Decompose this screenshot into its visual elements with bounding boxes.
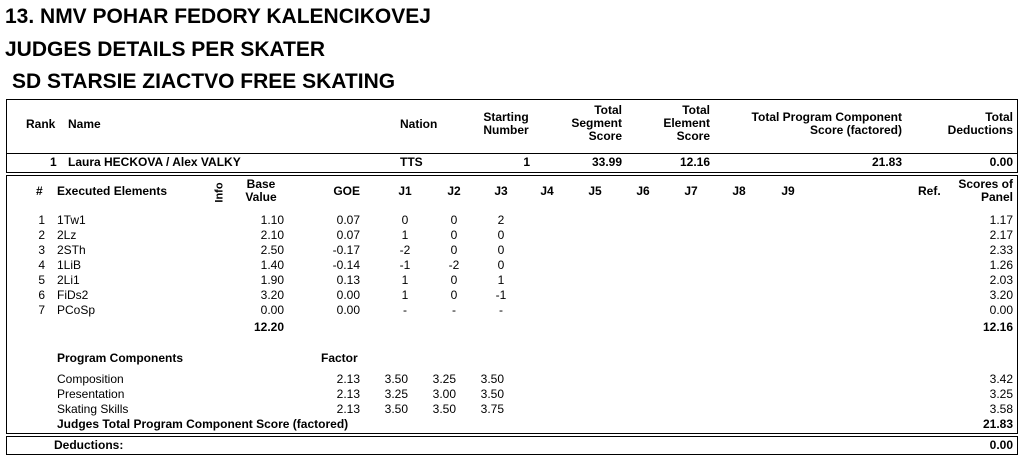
element-panel-score: 2.03 xyxy=(989,273,1013,287)
element-name: 1LiB xyxy=(57,258,82,272)
element-panel-score: 1.26 xyxy=(989,258,1013,272)
base-value-total: 12.20 xyxy=(253,320,284,334)
pc-total-label: Judges Total Program Component Score (factored) xyxy=(57,417,349,431)
element-number: 5 xyxy=(38,273,45,287)
element-name: FiDs2 xyxy=(57,288,89,302)
goe-header: GOE xyxy=(333,184,360,198)
skater-tes: 12.16 xyxy=(679,155,710,169)
component-judge-score: 3.25 xyxy=(432,372,456,386)
element-panel-score: 3.20 xyxy=(989,288,1013,302)
pc-total-score: 21.83 xyxy=(982,417,1013,431)
pcs-header: Total Program Component Score (factored) xyxy=(751,110,902,137)
element-goe: 0.00 xyxy=(336,303,360,317)
element-base-value: 1.90 xyxy=(260,273,284,287)
element-name: PCoSp xyxy=(57,303,96,317)
judge-9-header: J9 xyxy=(781,184,795,198)
component-factor: 2.13 xyxy=(336,372,360,386)
component-factor: 2.13 xyxy=(336,387,360,401)
element-panel-score: 2.33 xyxy=(989,243,1013,257)
info-header: Info xyxy=(213,182,226,203)
element-number: 6 xyxy=(38,288,45,302)
component-judge-score: 3.50 xyxy=(480,387,504,401)
element-judge-score: 0 xyxy=(450,273,458,287)
judge-1-header: J1 xyxy=(398,184,412,198)
element-judge-score: 0 xyxy=(450,213,458,227)
component-score: 3.58 xyxy=(989,402,1013,416)
judge-7-header: J7 xyxy=(684,184,698,198)
element-name: 2Lz xyxy=(57,228,77,242)
judge-3-header: J3 xyxy=(494,184,508,198)
element-base-value: 3.20 xyxy=(260,288,284,302)
skater-deductions: 0.00 xyxy=(989,155,1013,169)
component-score: 3.42 xyxy=(989,372,1013,386)
element-judge-score: 0 xyxy=(401,213,409,227)
skater-tss: 33.99 xyxy=(591,155,622,169)
judge-6-header: J6 xyxy=(636,184,650,198)
element-number: 7 xyxy=(38,303,45,317)
competition-title: 13. NMV POHAR FEDORY KALENCIKOVEJ xyxy=(5,5,431,28)
element-judge-score: 0 xyxy=(450,288,458,302)
element-goe: -0.14 xyxy=(332,258,360,272)
element-number-header: # xyxy=(36,184,43,198)
nation-header: Nation xyxy=(400,117,438,131)
element-judge-score: 1 xyxy=(401,288,409,302)
skater-nation: TTS xyxy=(400,155,423,169)
component-name: Skating Skills xyxy=(57,402,129,416)
component-judge-score: 3.50 xyxy=(384,402,408,416)
summary-divider xyxy=(6,153,1018,154)
element-goe: 0.00 xyxy=(336,288,360,302)
element-goe: 0.07 xyxy=(336,228,360,242)
element-name: 1Tw1 xyxy=(57,213,86,227)
name-header: Name xyxy=(68,117,101,131)
executed-elements-header: Executed Elements xyxy=(57,184,168,198)
element-judge-score: 1 xyxy=(401,228,409,242)
scores-of-panel-header: Scores of Panel xyxy=(958,177,1013,204)
element-judge-score: 0 xyxy=(497,243,505,257)
element-judge-score: -1 xyxy=(495,288,507,302)
component-judge-score: 3.00 xyxy=(432,387,456,401)
skater-starting-number: 1 xyxy=(523,155,530,169)
segment-title: SD STARSIE ZIACTVO FREE SKATING xyxy=(12,70,396,93)
element-panel-score: 1.17 xyxy=(989,213,1013,227)
tes-header: Total Element Score xyxy=(663,103,710,143)
component-score: 3.25 xyxy=(989,387,1013,401)
ref-header: Ref. xyxy=(918,184,941,198)
element-judge-score: 0 xyxy=(450,243,458,257)
element-base-value: 2.50 xyxy=(260,243,284,257)
skater-name: Laura HECKOVA / Alex VALKY xyxy=(68,155,241,169)
program-components-header: Program Components xyxy=(57,351,184,365)
element-number: 2 xyxy=(38,228,45,242)
element-number: 3 xyxy=(38,243,45,257)
element-goe: 0.07 xyxy=(336,213,360,227)
element-judge-score: - xyxy=(403,303,407,317)
report-title: JUDGES DETAILS PER SKATER xyxy=(5,38,326,61)
factor-header: Factor xyxy=(321,351,358,365)
element-base-value: 0.00 xyxy=(260,303,284,317)
component-judge-score: 3.75 xyxy=(480,402,504,416)
element-judge-score: 0 xyxy=(497,258,505,272)
deductions-header: Total Deductions xyxy=(947,110,1013,137)
element-base-value: 2.10 xyxy=(260,228,284,242)
element-judge-score: 0 xyxy=(450,228,458,242)
element-name: 2STh xyxy=(57,243,86,257)
component-judge-score: 3.50 xyxy=(480,372,504,386)
element-judge-score: -2 xyxy=(448,258,460,272)
element-judge-score: - xyxy=(452,303,456,317)
judge-2-header: J2 xyxy=(447,184,461,198)
element-number: 1 xyxy=(38,213,45,227)
deductions-label: Deductions: xyxy=(54,438,124,452)
component-name: Presentation xyxy=(57,387,125,401)
judge-5-header: J5 xyxy=(588,184,602,198)
element-goe: -0.17 xyxy=(332,243,360,257)
rank-header: Rank xyxy=(26,117,56,131)
element-judge-score: 2 xyxy=(497,213,505,227)
element-judge-score: - xyxy=(499,303,503,317)
element-judge-score: -2 xyxy=(399,243,411,257)
skater-pcs: 21.83 xyxy=(871,155,902,169)
element-judge-score: 1 xyxy=(401,273,409,287)
deductions-box xyxy=(6,436,1018,455)
element-base-value: 1.10 xyxy=(260,213,284,227)
component-factor: 2.13 xyxy=(336,402,360,416)
tss-header: Total Segment Score xyxy=(571,103,622,143)
judge-4-header: J4 xyxy=(540,184,554,198)
component-name: Composition xyxy=(57,372,124,386)
element-judge-score: -1 xyxy=(399,258,411,272)
element-panel-score: 2.17 xyxy=(989,228,1013,242)
component-judge-score: 3.25 xyxy=(384,387,408,401)
element-name: 2Li1 xyxy=(57,273,80,287)
element-base-value: 1.40 xyxy=(260,258,284,272)
deductions-value: 0.00 xyxy=(989,438,1013,452)
element-judge-score: 1 xyxy=(497,273,505,287)
judge-8-header: J8 xyxy=(732,184,746,198)
starting-number-header: Starting Number xyxy=(483,110,529,137)
element-panel-score: 0.00 xyxy=(989,303,1013,317)
base-value-header: Base Value xyxy=(245,177,277,204)
component-judge-score: 3.50 xyxy=(432,402,456,416)
component-judge-score: 3.50 xyxy=(384,372,408,386)
panel-score-total: 12.16 xyxy=(982,320,1013,334)
element-number: 4 xyxy=(38,258,45,272)
element-judge-score: 0 xyxy=(497,228,505,242)
element-goe: 0.13 xyxy=(336,273,360,287)
skater-rank: 1 xyxy=(50,155,57,169)
